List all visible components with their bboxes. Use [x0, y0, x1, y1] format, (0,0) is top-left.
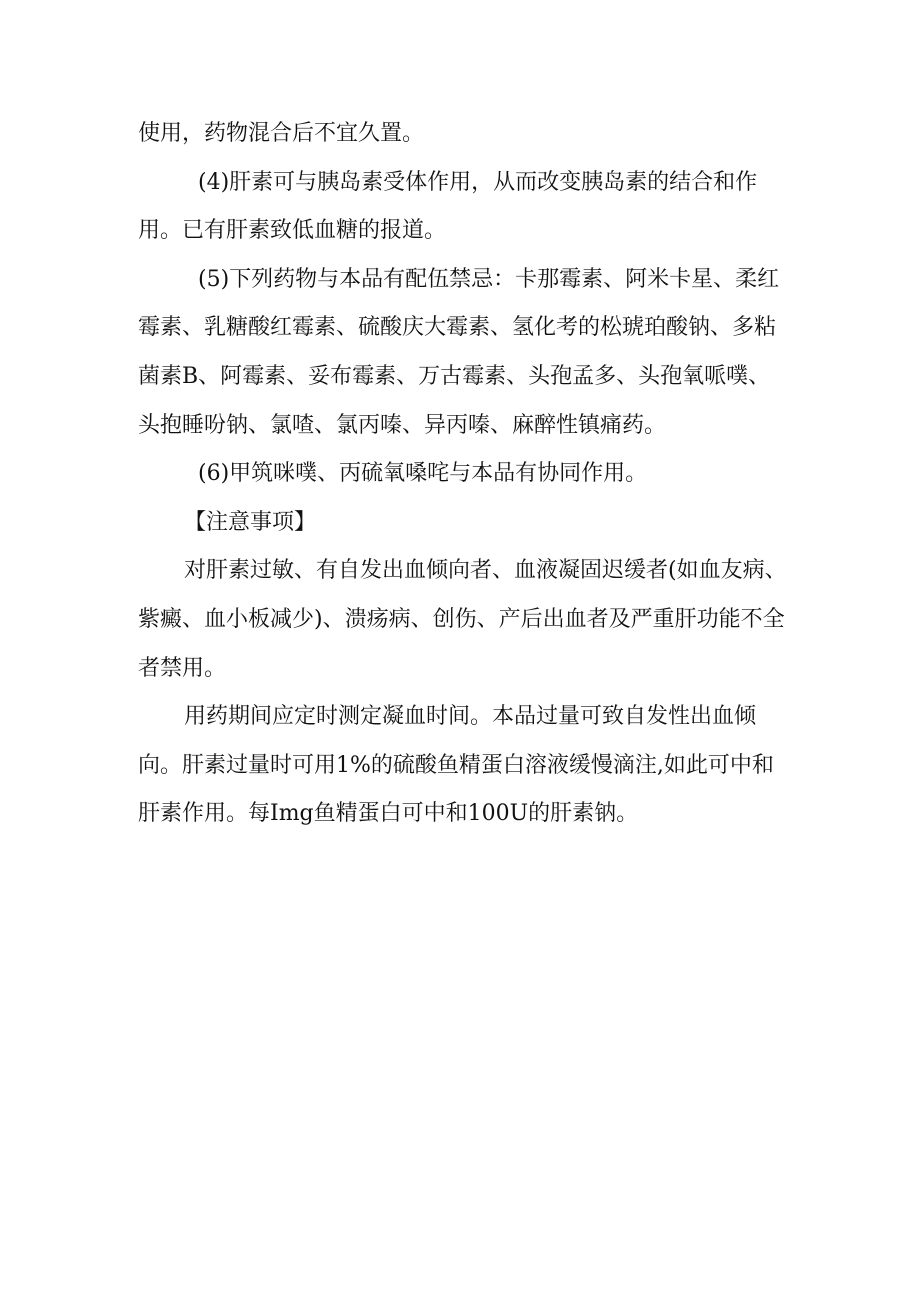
paragraph-continuation: 使用，药物混合后不宜久置。	[138, 121, 425, 146]
paragraph-item-6: (6)甲筑咪噗、丙硫氧嗓咤与本品有协同作用。	[198, 461, 648, 487]
paragraph-overdose: 用药期间应定时测定凝血时间。本品过量可致自发性出血倾向。肝素过量时可用1%的硫酸鱼精蛋白溶液缓慢滴注,如此可中和肝素作用。每Img鱼精蛋白可中和100U的肝素钠。	[138, 704, 774, 827]
paragraph-item-5: (5)下列药物与本品有配伍禁忌：卡那霉素、阿米卡星、柔红霉素、乳糖酸红霉素、硫酸庆大霉素、氢化考的松琥珀酸钠、多粘菌素B、阿霉素、妥布霉素、万古霉素、头孢孟多、头孢氧哌噗、头抱睡吩钠、氯喳、氯丙嗪、异丙嗪、麻醉性镇痛药。	[138, 266, 780, 438]
section-heading-precautions: 【注意事项】	[184, 509, 317, 535]
paragraph-item-4: (4)肝素可与胰岛素受体作用，从而改变胰岛素的结合和作用。已有肝素致低血糖的报道。	[138, 169, 758, 244]
document-body	[138, 110, 788, 839]
paragraph-contraindications: 对肝素过敏、有自发出血倾向者、血液凝固迟缓者(如血友病、紫癜、血小板减少)、溃疡病、创伤、产后出血者及严重肝功能不全者禁用。	[138, 558, 787, 681]
